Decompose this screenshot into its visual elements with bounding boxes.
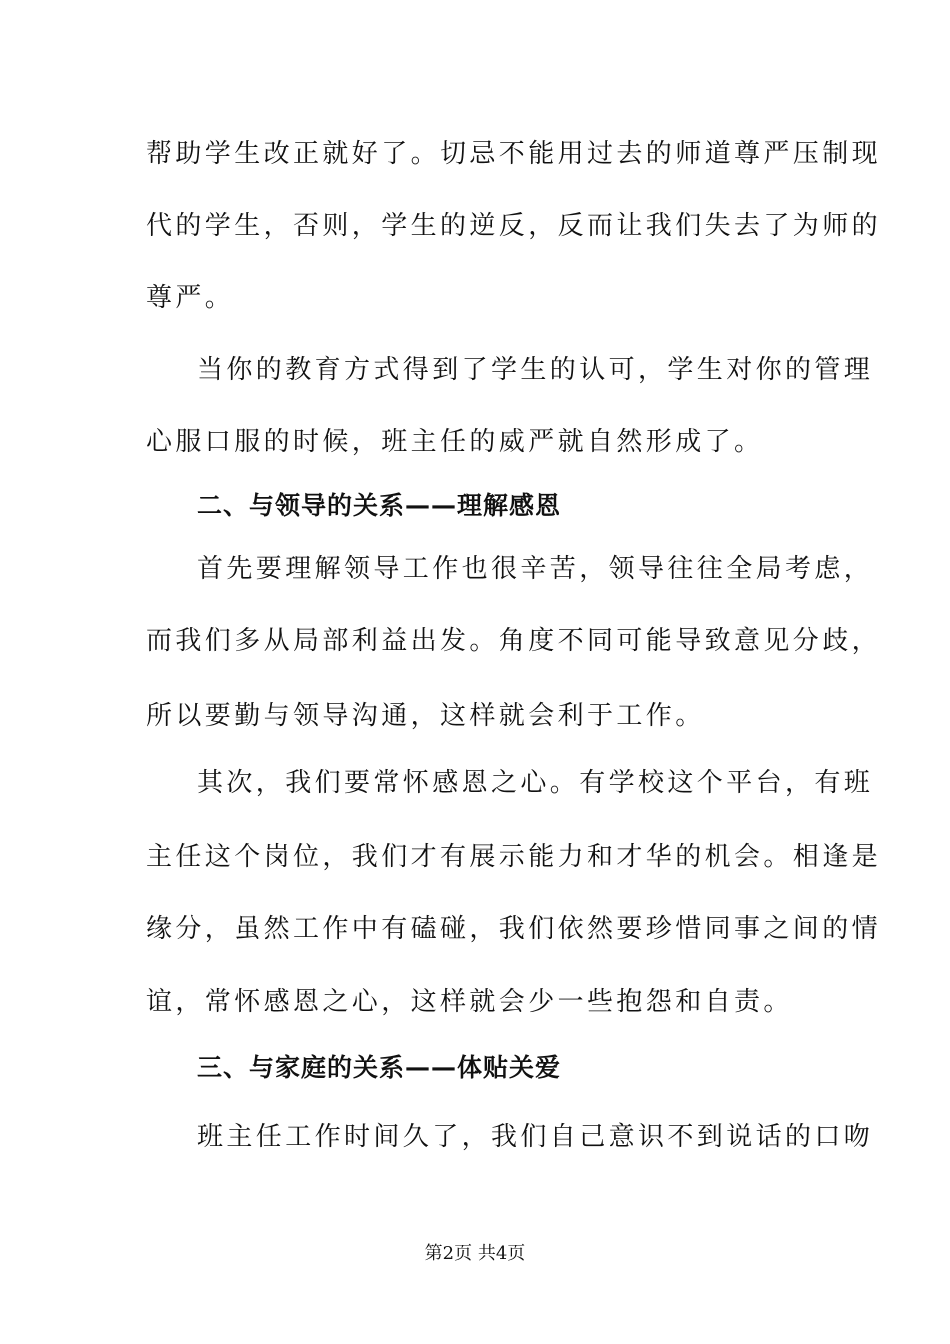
paragraph-line: 缘分，虽然工作中有磕碰，我们依然要珍惜同事之间的情 — [146, 914, 882, 944]
paragraph-line: 主任这个岗位，我们才有展示能力和才华的机会。相逢是 — [146, 842, 882, 872]
paragraph-line: 当你的教育方式得到了学生的认可，学生对你的管理 — [197, 355, 874, 385]
section-heading: 三、与家庭的关系——体贴关爱 — [197, 1053, 562, 1082]
paragraph-line: 代的学生，否则，学生的逆反，反而让我们失去了为师的 — [146, 211, 882, 241]
paragraph-line: 所以要勤与领导沟通，这样就会利于工作。 — [146, 701, 705, 731]
paragraph-line: 首先要理解领导工作也很辛苦，领导往往全局考虑， — [197, 554, 874, 584]
paragraph-line: 班主任工作时间久了，我们自己意识不到说话的口吻 — [197, 1122, 874, 1152]
paragraph-line: 尊严。 — [146, 283, 235, 313]
paragraph-line: 而我们多从局部利益出发。角度不同可能导致意见分歧， — [146, 626, 882, 656]
paragraph-line: 其次，我们要常怀感恩之心。有学校这个平台，有班 — [197, 768, 874, 798]
paragraph-line: 帮助学生改正就好了。切忌不能用过去的师道尊严压制现 — [146, 139, 882, 169]
paragraph-line: 心服口服的时候，班主任的威严就自然形成了。 — [146, 427, 764, 457]
page-footer: 第2页 共4页 — [424, 1243, 526, 1264]
paragraph-line: 谊，常怀感恩之心，这样就会少一些抱怨和自责。 — [146, 987, 793, 1017]
section-heading: 二、与领导的关系——理解感恩 — [197, 491, 562, 520]
